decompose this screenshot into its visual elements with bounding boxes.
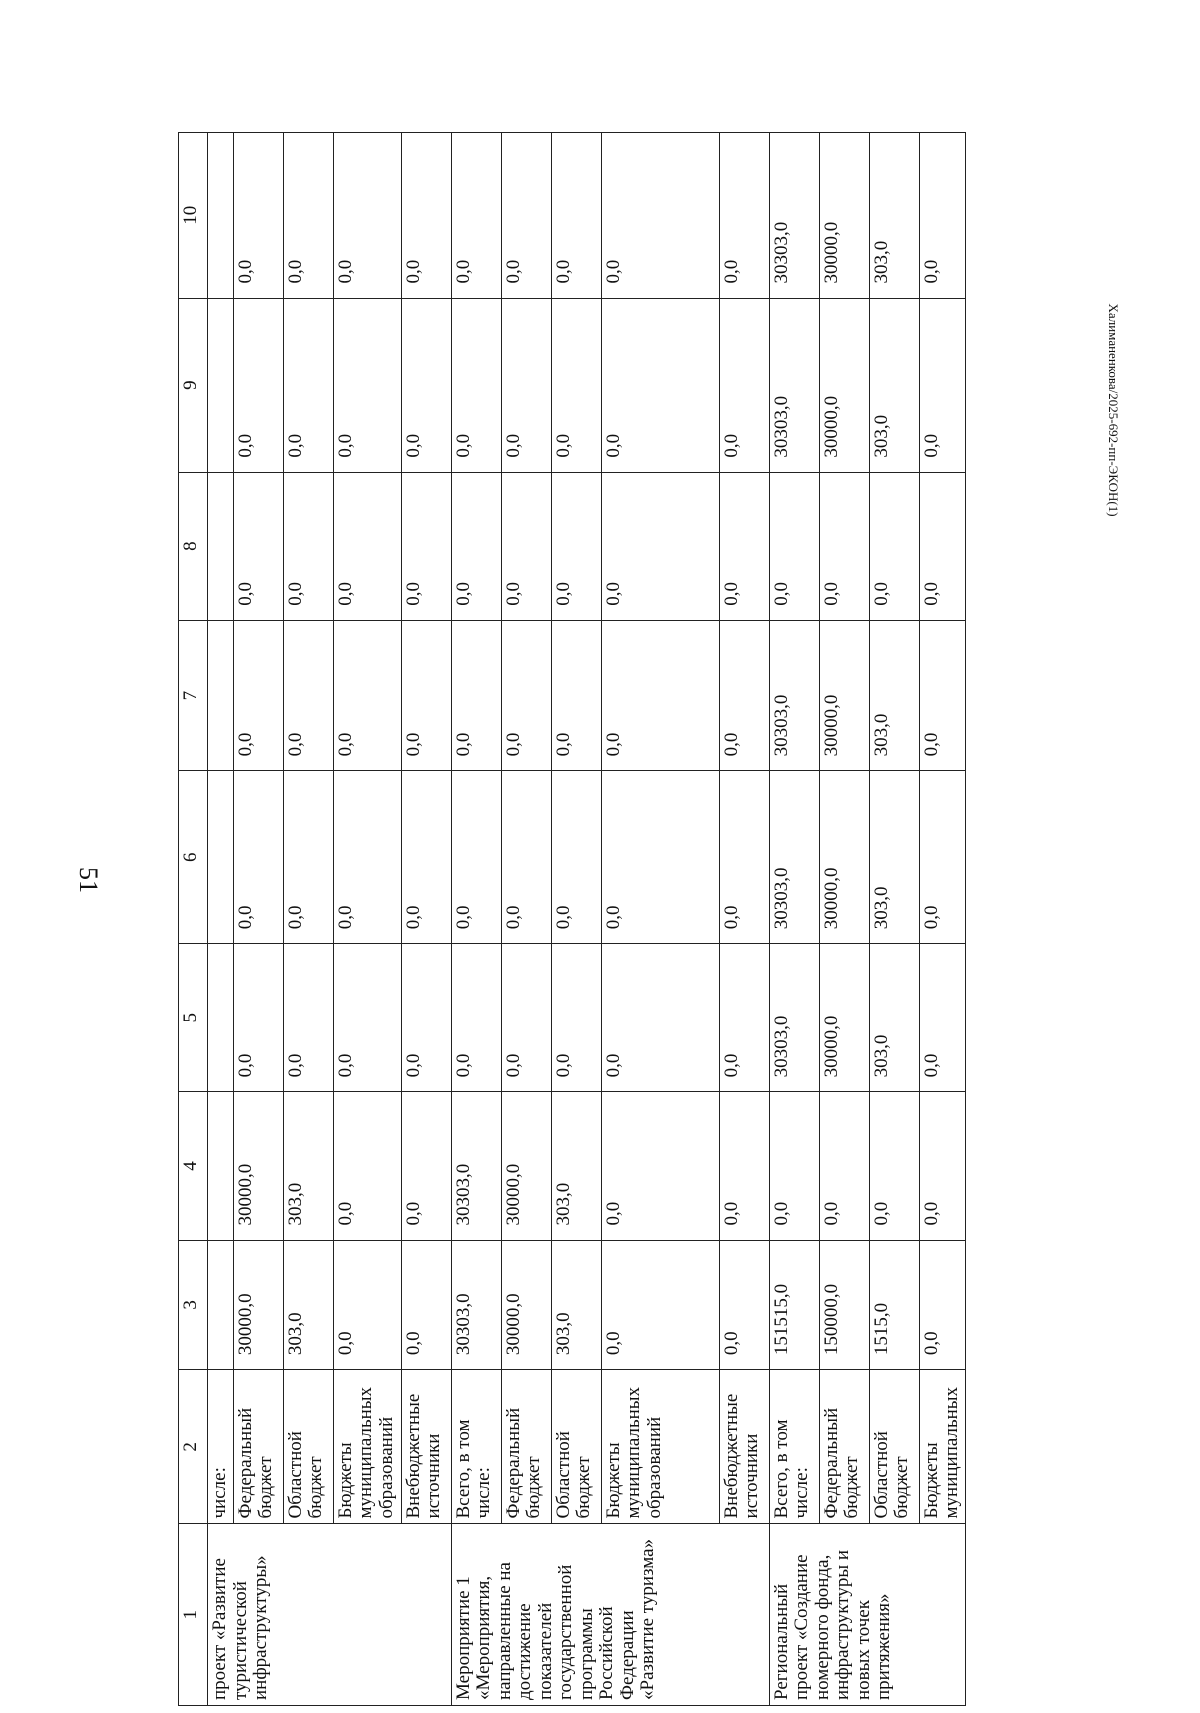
- value-cell: 0,0: [919, 298, 965, 472]
- value-cell: 30303,0: [769, 944, 819, 1092]
- funding-source-cell: Всего, в том числе:: [769, 1370, 819, 1524]
- value-cell: 0,0: [401, 620, 451, 771]
- table-row: [919, 133, 965, 1706]
- col-header: 3: [179, 1240, 208, 1370]
- value-cell: 0,0: [451, 620, 501, 771]
- financing-table-rotated: [178, 132, 1083, 1706]
- value-cell: 0,0: [601, 620, 719, 771]
- value-cell: 303,0: [869, 133, 919, 299]
- document-footer-code: Халиманенкова/2025-692-пп-ЭКОН(1): [1106, 303, 1121, 517]
- value-cell: 0,0: [283, 620, 333, 771]
- funding-source-cell: Всего, в том числе:: [451, 1370, 501, 1524]
- funding-source-cell: Внебюджетные источники: [719, 1370, 769, 1524]
- value-cell: 30303,0: [769, 133, 819, 299]
- value-cell: 0,0: [283, 298, 333, 472]
- col-header: 5: [179, 944, 208, 1092]
- value-cell: 0,0: [719, 1092, 769, 1240]
- table-row: [601, 133, 719, 1706]
- value-cell: 303,0: [869, 620, 919, 771]
- value-cell: 0,0: [333, 298, 401, 472]
- value-cell: 0,0: [401, 133, 451, 299]
- col-header: 6: [179, 771, 208, 944]
- value-cell: 0,0: [283, 472, 333, 620]
- value-cell: 0,0: [819, 472, 869, 620]
- value-cell: [208, 472, 234, 620]
- value-cell: 0,0: [551, 133, 601, 299]
- table-row: [501, 133, 551, 1706]
- value-cell: 303,0: [551, 1240, 601, 1370]
- table-row: [451, 133, 501, 1706]
- value-cell: 0,0: [233, 298, 283, 472]
- value-cell: 0,0: [719, 771, 769, 944]
- value-cell: 0,0: [333, 1092, 401, 1240]
- value-cell: 151515,0: [769, 1240, 819, 1370]
- value-cell: 0,0: [919, 944, 965, 1092]
- value-cell: 30303,0: [451, 1092, 501, 1240]
- table-row: [869, 133, 919, 1706]
- value-cell: 0,0: [233, 771, 283, 944]
- col-header: 10: [179, 133, 208, 299]
- value-cell: 30303,0: [769, 620, 819, 771]
- value-cell: 0,0: [501, 133, 551, 299]
- value-cell: 0,0: [283, 771, 333, 944]
- value-cell: 0,0: [401, 1092, 451, 1240]
- value-cell: 1515,0: [869, 1240, 919, 1370]
- funding-source-cell: Областной бюджет: [551, 1370, 601, 1524]
- value-cell: 0,0: [919, 1240, 965, 1370]
- value-cell: 0,0: [601, 472, 719, 620]
- value-cell: 0,0: [719, 472, 769, 620]
- value-cell: 0,0: [451, 298, 501, 472]
- value-cell: 0,0: [601, 133, 719, 299]
- value-cell: 0,0: [451, 472, 501, 620]
- value-cell: 150000,0: [819, 1240, 869, 1370]
- value-cell: 0,0: [401, 1240, 451, 1370]
- col-header: 8: [179, 472, 208, 620]
- value-cell: 0,0: [769, 472, 819, 620]
- value-cell: [208, 133, 234, 299]
- value-cell: 0,0: [769, 1092, 819, 1240]
- value-cell: 303,0: [869, 298, 919, 472]
- funding-source-cell: Федеральный бюджет: [501, 1370, 551, 1524]
- value-cell: 30303,0: [451, 1240, 501, 1370]
- value-cell: 0,0: [501, 472, 551, 620]
- value-cell: 0,0: [601, 944, 719, 1092]
- table-row: [283, 133, 333, 1706]
- value-cell: 0,0: [501, 944, 551, 1092]
- value-cell: 0,0: [501, 298, 551, 472]
- funding-source-cell: числе:: [208, 1370, 234, 1524]
- value-cell: 30000,0: [819, 944, 869, 1092]
- col-header: 7: [179, 620, 208, 771]
- value-cell: 0,0: [233, 944, 283, 1092]
- value-cell: 0,0: [451, 771, 501, 944]
- value-cell: 30303,0: [769, 771, 819, 944]
- table-row: [769, 133, 819, 1706]
- value-cell: 0,0: [401, 771, 451, 944]
- value-cell: 0,0: [551, 944, 601, 1092]
- value-cell: 0,0: [283, 133, 333, 299]
- table-row: [719, 133, 769, 1706]
- value-cell: 30000,0: [819, 771, 869, 944]
- value-cell: 30000,0: [501, 1240, 551, 1370]
- value-cell: 30000,0: [819, 298, 869, 472]
- value-cell: 0,0: [551, 620, 601, 771]
- value-cell: 0,0: [869, 472, 919, 620]
- regional-project-name-cell: Региональный проект «Создание номерного фонда, инфраструктуры и новых точек притяжения»: [769, 1524, 965, 1706]
- value-cell: 30303,0: [769, 298, 819, 472]
- value-cell: 0,0: [333, 1240, 401, 1370]
- value-cell: 0,0: [401, 472, 451, 620]
- value-cell: [208, 944, 234, 1092]
- value-cell: 0,0: [601, 1240, 719, 1370]
- value-cell: 0,0: [601, 298, 719, 472]
- value-cell: 0,0: [919, 620, 965, 771]
- col-header: 1: [179, 1524, 208, 1706]
- value-cell: 303,0: [283, 1240, 333, 1370]
- funding-source-cell: Бюджеты муниципальных образований: [333, 1370, 401, 1524]
- value-cell: 0,0: [719, 298, 769, 472]
- value-cell: 0,0: [333, 771, 401, 944]
- table-row: [819, 133, 869, 1706]
- value-cell: 0,0: [601, 1092, 719, 1240]
- value-cell: 0,0: [919, 472, 965, 620]
- value-cell: [208, 1092, 234, 1240]
- value-cell: 0,0: [501, 771, 551, 944]
- value-cell: 0,0: [501, 620, 551, 771]
- funding-source-cell: Бюджеты муниципальных образований: [601, 1370, 719, 1524]
- table-row: [233, 133, 283, 1706]
- value-cell: 303,0: [869, 771, 919, 944]
- funding-source-cell: Областной бюджет: [283, 1370, 333, 1524]
- financing-table: [178, 132, 966, 1706]
- value-cell: 0,0: [451, 133, 501, 299]
- value-cell: 0,0: [919, 133, 965, 299]
- value-cell: [208, 771, 234, 944]
- funding-source-cell: Федеральный бюджет: [233, 1370, 283, 1524]
- value-cell: 0,0: [233, 133, 283, 299]
- table-row: [208, 133, 234, 1706]
- value-cell: 0,0: [401, 944, 451, 1092]
- funding-source-cell: Областной бюджет: [869, 1370, 919, 1524]
- funding-source-cell: Федеральный бюджет: [819, 1370, 869, 1524]
- project-name-cell: проект «Развитие туристической инфраструктуры»: [208, 1524, 452, 1706]
- value-cell: 30000,0: [233, 1092, 283, 1240]
- value-cell: 0,0: [819, 1092, 869, 1240]
- value-cell: 0,0: [551, 472, 601, 620]
- value-cell: 303,0: [551, 1092, 601, 1240]
- value-cell: 0,0: [551, 298, 601, 472]
- event-name-cell: Мероприятие 1 «Мероприятия, направленные на достижение показателей государственной программы Российской Федерации «Развитие туризма»: [451, 1524, 769, 1706]
- value-cell: 0,0: [719, 133, 769, 299]
- table-row: [401, 133, 451, 1706]
- value-cell: 0,0: [601, 771, 719, 944]
- value-cell: 0,0: [919, 771, 965, 944]
- page-number: 51: [74, 867, 103, 893]
- column-number-row: [179, 133, 208, 1706]
- value-cell: 0,0: [333, 944, 401, 1092]
- value-cell: 0,0: [919, 1092, 965, 1240]
- value-cell: 303,0: [869, 944, 919, 1092]
- col-header: 2: [179, 1370, 208, 1524]
- value-cell: 0,0: [233, 620, 283, 771]
- value-cell: 0,0: [869, 1092, 919, 1240]
- value-cell: [208, 620, 234, 771]
- value-cell: 303,0: [283, 1092, 333, 1240]
- value-cell: 0,0: [551, 771, 601, 944]
- col-header: 4: [179, 1092, 208, 1240]
- funding-source-cell: Бюджеты муниципальных: [919, 1370, 965, 1524]
- value-cell: [208, 298, 234, 472]
- value-cell: 0,0: [233, 472, 283, 620]
- value-cell: 0,0: [401, 298, 451, 472]
- value-cell: 30000,0: [819, 620, 869, 771]
- funding-source-cell: Внебюджетные источники: [401, 1370, 451, 1524]
- table-row: [333, 133, 401, 1706]
- value-cell: 0,0: [719, 620, 769, 771]
- value-cell: 30000,0: [819, 133, 869, 299]
- value-cell: 0,0: [333, 620, 401, 771]
- table-row: [551, 133, 601, 1706]
- col-header: 9: [179, 298, 208, 472]
- value-cell: 0,0: [333, 133, 401, 299]
- value-cell: 30000,0: [501, 1092, 551, 1240]
- value-cell: 0,0: [719, 944, 769, 1092]
- value-cell: [208, 1240, 234, 1370]
- value-cell: 0,0: [451, 944, 501, 1092]
- value-cell: 0,0: [719, 1240, 769, 1370]
- value-cell: 30000,0: [233, 1240, 283, 1370]
- value-cell: 0,0: [283, 944, 333, 1092]
- value-cell: 0,0: [333, 472, 401, 620]
